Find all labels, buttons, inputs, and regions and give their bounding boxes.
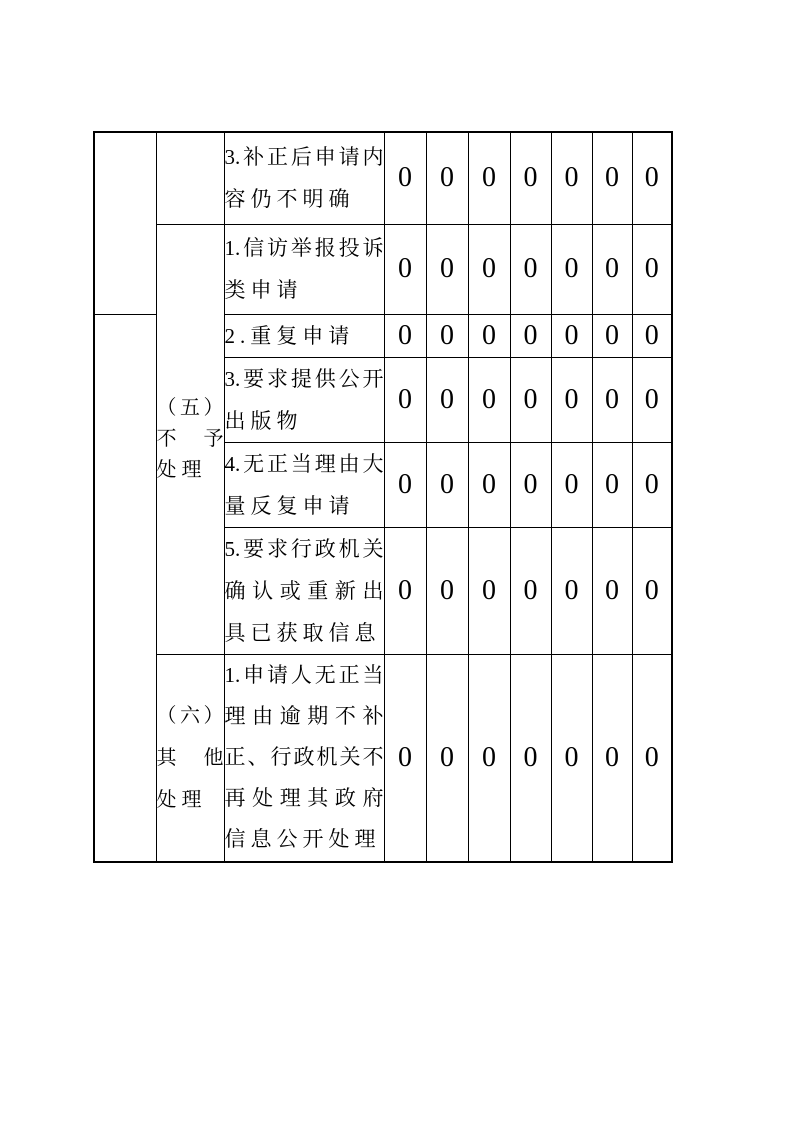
text-line: 再处理其政府	[224, 786, 384, 811]
value-cell: 0	[632, 654, 672, 862]
value-cell: 0	[632, 357, 672, 442]
value-cell: 0	[551, 654, 592, 862]
value-cell: 0	[551, 132, 592, 224]
value-cell: 0	[468, 442, 510, 527]
text-line: 1.申请人无正当	[224, 663, 384, 688]
text-line: 3.补正后申请内	[224, 145, 384, 170]
value-cell: 0	[468, 357, 510, 442]
row-label-cell	[224, 132, 384, 224]
value-cell: 0	[384, 357, 426, 442]
row-label	[225, 315, 384, 357]
row-label-cell	[224, 654, 384, 862]
text-line: （五）	[156, 396, 224, 419]
row-label	[225, 358, 384, 442]
value-cell: 0	[468, 224, 510, 314]
value-cell: 0	[468, 654, 510, 862]
text-line: 容仍不明确	[224, 187, 355, 212]
row-label-cell	[224, 357, 384, 442]
value-cell: 0	[426, 224, 468, 314]
value-cell: 0	[510, 314, 551, 357]
text-line: 2.重复申请	[224, 323, 355, 348]
value-cell: 0	[632, 527, 672, 654]
value-cell: 0	[384, 132, 426, 224]
value-cell: 0	[384, 654, 426, 862]
value-cell: 0	[592, 357, 632, 442]
text-line: 3.要求提供公开	[224, 366, 384, 391]
row-label	[225, 136, 384, 220]
row-label-cell	[224, 442, 384, 527]
text-line: 正、行政机关不	[224, 745, 384, 770]
value-cell: 0	[551, 442, 592, 527]
section-label-five	[157, 393, 224, 486]
section-cell-five	[156, 224, 224, 654]
value-cell: 0	[510, 527, 551, 654]
row-label-cell	[224, 527, 384, 654]
text-line: 其他	[156, 746, 224, 769]
section-label-six	[157, 695, 224, 821]
value-cell: 0	[468, 132, 510, 224]
value-cell: 0	[592, 654, 632, 862]
value-cell: 0	[632, 314, 672, 357]
text-line: 量反复申请	[224, 493, 355, 518]
value-cell: 0	[426, 357, 468, 442]
value-cell: 0	[468, 527, 510, 654]
text-line: 理由逾期不补	[224, 704, 384, 729]
value-cell: 0	[510, 132, 551, 224]
value-cell: 0	[384, 527, 426, 654]
value-cell: 0	[592, 132, 632, 224]
text-line: 1.信访举报投诉	[224, 236, 384, 260]
value-cell: 0	[551, 314, 592, 357]
value-cell: 0	[551, 224, 592, 314]
table-row	[94, 654, 672, 862]
text-line: 类申请	[224, 278, 303, 302]
row-label	[225, 528, 384, 654]
category-cell-empty-top	[94, 132, 156, 314]
value-cell: 0	[551, 357, 592, 442]
value-cell: 0	[468, 314, 510, 357]
value-cell: 0	[510, 442, 551, 527]
value-cell: 0	[632, 442, 672, 527]
value-cell: 0	[510, 224, 551, 314]
text-line: 处理	[156, 458, 207, 481]
text-line: 确认或重新出	[224, 578, 384, 603]
text-line: 处理	[156, 788, 207, 811]
value-cell: 0	[510, 357, 551, 442]
value-cell: 0	[592, 527, 632, 654]
value-cell: 0	[426, 442, 468, 527]
value-cell: 0	[592, 224, 632, 314]
row-label	[225, 443, 384, 527]
value-cell: 0	[384, 224, 426, 314]
row-label	[225, 655, 384, 860]
category-cell-empty-bottom	[94, 314, 156, 862]
value-cell: 0	[632, 224, 672, 314]
value-cell: 0	[426, 314, 468, 357]
value-cell: 0	[632, 132, 672, 224]
row-label	[225, 227, 384, 311]
table-row	[94, 132, 672, 224]
text-line: 具已获取信息	[224, 620, 381, 645]
value-cell: 0	[426, 654, 468, 862]
value-cell: 0	[510, 654, 551, 862]
text-line: （六）	[156, 704, 224, 727]
text-line: 出版物	[224, 408, 303, 433]
value-cell: 0	[384, 442, 426, 527]
text-line: 4.无正当理由大	[224, 451, 384, 476]
text-line: 信息公开处理	[224, 827, 381, 852]
row-label-cell	[224, 314, 384, 357]
section-cell-empty	[156, 132, 224, 224]
value-cell: 0	[426, 132, 468, 224]
value-cell: 0	[384, 314, 426, 357]
row-label-cell	[224, 224, 384, 314]
disclosure-table	[93, 131, 673, 863]
value-cell: 0	[551, 527, 592, 654]
section-cell-six	[156, 654, 224, 862]
value-cell: 0	[592, 442, 632, 527]
text-line: 不予	[156, 427, 224, 450]
text-line: 5.要求行政机关	[224, 536, 384, 561]
table-row	[94, 224, 672, 314]
value-cell: 0	[426, 527, 468, 654]
value-cell: 0	[592, 314, 632, 357]
